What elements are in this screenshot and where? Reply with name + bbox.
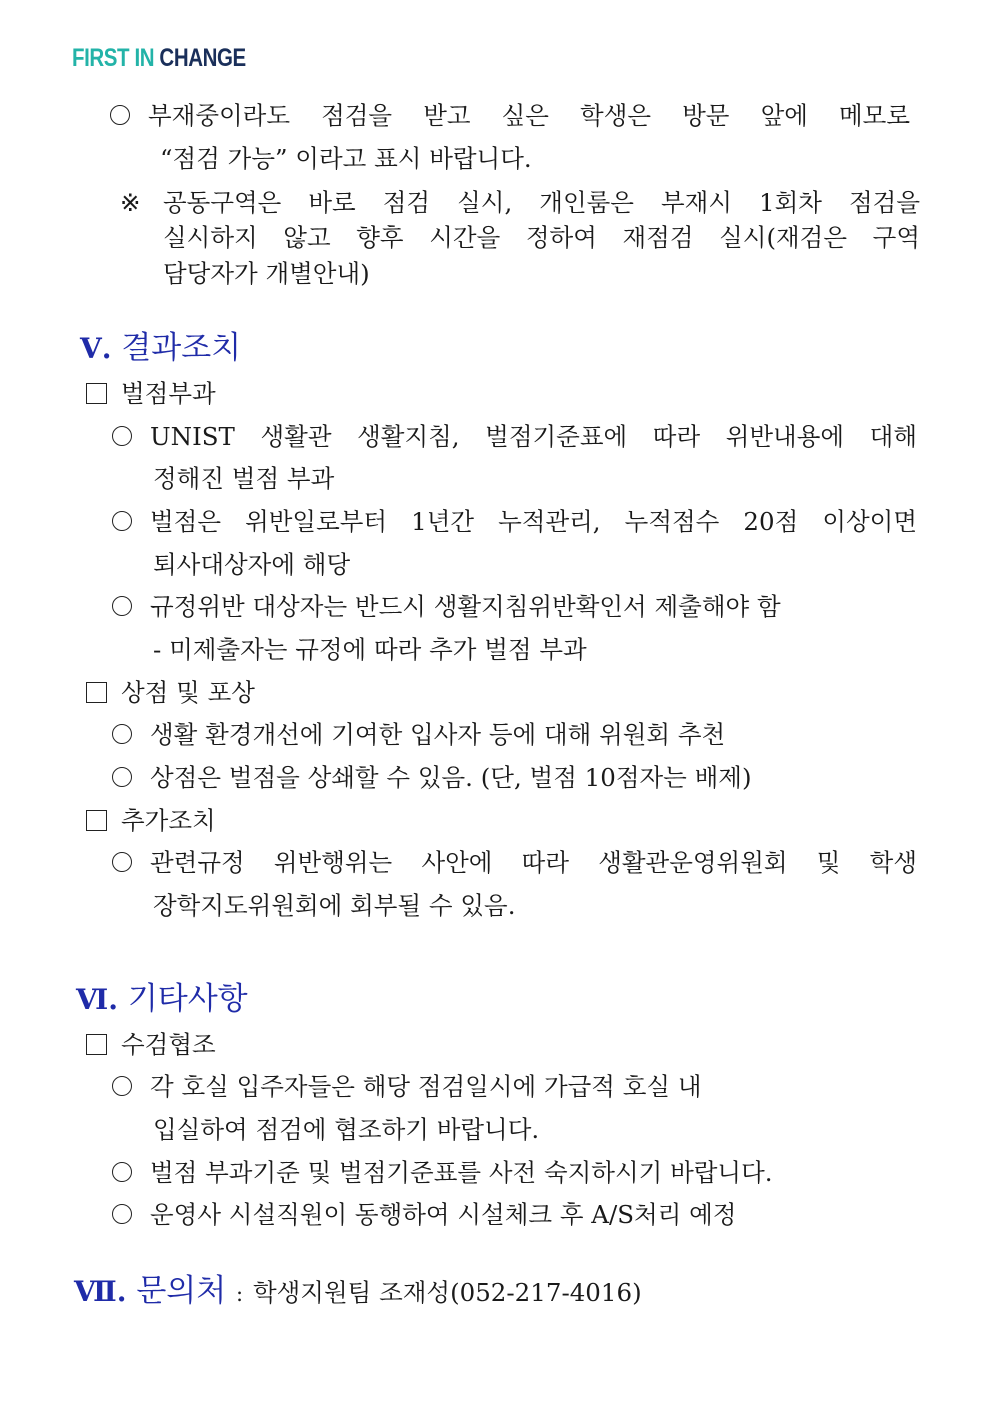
section5-sub2-b1-text: 생활 환경개선에 기여한 입사자 등에 대해 위원회 추천	[150, 720, 726, 749]
section5-sub1-bullet3	[112, 592, 781, 622]
section5-title: 결과조치	[121, 330, 242, 366]
section5-sub2-label: 상점 및 포상	[121, 678, 255, 707]
section5-sub3-label: 추가조치	[121, 806, 216, 835]
section5-sub1-label: 벌점부과	[121, 379, 216, 408]
section5-sub1-b1-line2: 정해진 벌점 부과	[153, 464, 335, 493]
section6-title: 기타사항	[127, 981, 248, 1017]
brand-logo	[72, 44, 246, 73]
section6-b3-text: 운영사 시설직원이 동행하여 시설체크 후 A/S처리 예정	[150, 1200, 737, 1229]
logo-part2: CHANGE	[159, 44, 246, 72]
section5-sub1-b3-line1: 규정위반 대상자는 반드시 생활지침위반확인서 제출해야 함	[150, 592, 781, 621]
section7-number: Ⅶ.	[74, 1275, 127, 1308]
circle-bullet-icon	[112, 767, 132, 787]
logo-part1: FIRST IN	[72, 44, 155, 72]
section6-bullet2	[112, 1158, 773, 1188]
circle-bullet-icon	[112, 1162, 132, 1182]
section5-sub1	[86, 379, 216, 409]
section6-sub1	[86, 1030, 216, 1060]
section7-contact: 학생지원팀 조재성(052-217-4016)	[252, 1278, 642, 1307]
note-line3: 담당자가 개별안내)	[163, 259, 370, 288]
section6-number: Ⅵ.	[76, 983, 118, 1016]
square-bullet-icon	[86, 682, 107, 703]
square-bullet-icon	[86, 1034, 107, 1055]
section5-sub1-b2-line1: 벌점은 위반일로부터 1년간 누적관리, 누적점수 20점 이상이면	[150, 507, 917, 536]
section5-sub2-bullet1	[112, 720, 725, 750]
section5-sub2	[86, 678, 255, 708]
section5-sub1-b2-line2: 퇴사대상자에 해당	[153, 550, 351, 579]
section5-number: Ⅴ.	[80, 332, 112, 365]
circle-bullet-icon	[112, 852, 132, 872]
section5-heading	[80, 330, 241, 367]
intro-bullet-line2: “점검 가능” 이라고 표시 바랍니다.	[160, 144, 532, 173]
section6-sub1-label: 수검협조	[121, 1030, 216, 1059]
circle-bullet-icon	[112, 511, 132, 531]
circle-bullet-icon	[112, 596, 132, 616]
intro-bullet-line1: 부재중이라도 점검을 받고 싶은 학생은 방문 앞에 메모로	[148, 101, 910, 130]
intro-bullet	[110, 101, 920, 131]
section5-sub3-b1-line2: 장학지도위원회에 회부될 수 있음.	[153, 891, 516, 920]
section7-heading	[74, 1273, 642, 1312]
section7-title: 문의처	[136, 1273, 227, 1309]
section6-b1-line2: 입실하여 점검에 협조하기 바랍니다.	[153, 1115, 540, 1144]
section5-sub2-bullet2	[112, 763, 752, 793]
circle-bullet-icon	[112, 1076, 132, 1096]
section7-separator: :	[236, 1282, 244, 1306]
note-line1: 공동구역은 바로 점검 실시, 개인룸은 부재시 1회차 점검을	[163, 188, 920, 217]
note-line2: 실시하지 않고 향후 시간을 정하여 재점검 실시(재검은 구역	[163, 223, 920, 252]
section5-sub3	[86, 806, 216, 836]
section6-b1-line1: 각 호실 입주자들은 해당 점검일시에 가급적 호실 내	[150, 1072, 702, 1101]
circle-bullet-icon	[112, 426, 132, 446]
section6-heading	[76, 981, 248, 1018]
circle-bullet-icon	[112, 1204, 132, 1224]
circle-bullet-icon	[110, 105, 130, 125]
section5-sub3-b1-line1: 관련규정 위반행위는 사안에 따라 생활관운영위원회 및 학생	[150, 848, 917, 877]
square-bullet-icon	[86, 383, 107, 404]
section5-sub1-b3-line2: - 미제출자는 규정에 따라 추가 벌점 부과	[153, 635, 587, 664]
section6-bullet3	[112, 1200, 736, 1230]
square-bullet-icon	[86, 810, 107, 831]
section5-sub1-b1-line1: UNIST 생활관 생활지침, 벌점기준표에 따라 위반내용에 대해	[150, 422, 917, 451]
section6-bullet1	[112, 1072, 702, 1102]
circle-bullet-icon	[112, 724, 132, 744]
section5-sub1-bullet1	[112, 422, 920, 452]
section5-sub3-bullet1	[112, 848, 920, 878]
section5-sub2-b2-text: 상점은 벌점을 상쇄할 수 있음. (단, 벌점 10점자는 배제)	[150, 763, 752, 792]
note-symbol: ※	[120, 188, 141, 217]
section6-b2-text: 벌점 부과기준 및 벌점기준표를 사전 숙지하시기 바랍니다.	[150, 1158, 773, 1187]
section5-sub1-bullet2	[112, 507, 920, 537]
